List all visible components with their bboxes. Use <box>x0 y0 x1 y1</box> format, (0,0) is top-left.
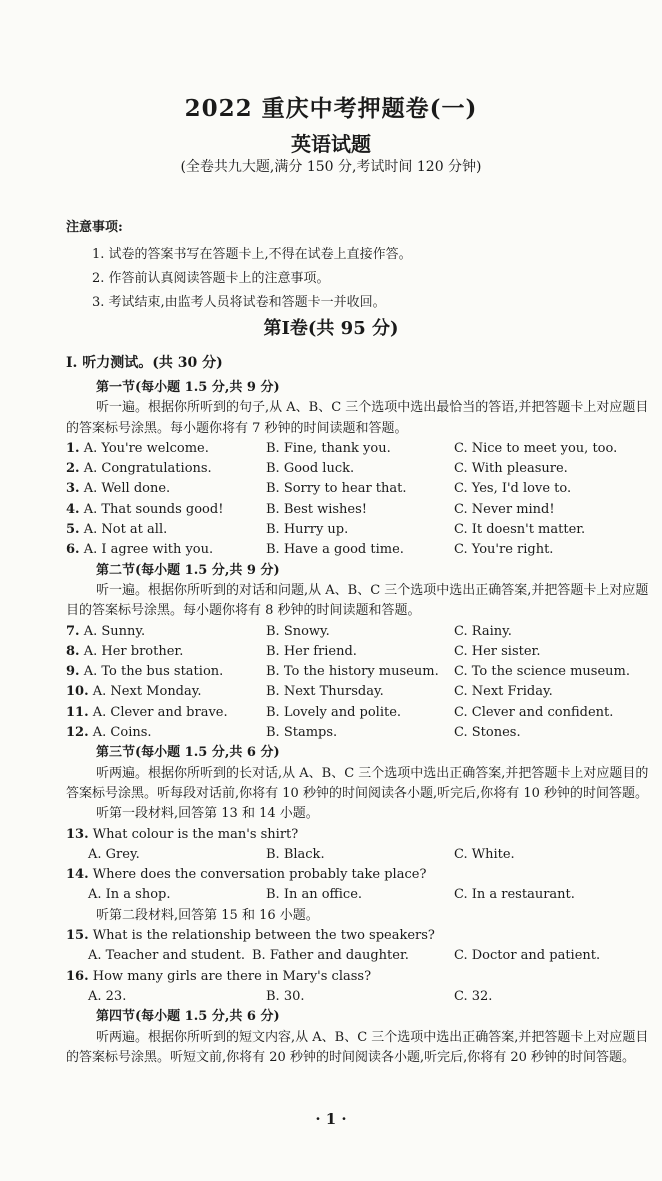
question-row: 1. A. You're welcome. B. Fine, thank you. C. Nice to meet you, too. <box>66 440 618 456</box>
question-row: 11. A. Clever and brave. B. Lovely and polite. C. Clever and confident. <box>66 704 614 720</box>
instructions: 听一遍。根据你所听到的对话和问题,从 A、B、C 三个选项中选出正确答案,并把答题卡上对应题目的答案标号涂黑。每小题你将有 8 秒钟的时间读题和答题。 <box>66 582 649 619</box>
question-row: 5. A. Not at all. B. Hurry up. C. It doesn't matter. <box>66 522 586 538</box>
instructions: 听一遍。根据你所听到的句子,从 A、B、C 三个选项中选出最恰当的答语,并把答题卡上对应题目的答案标号涂黑。每小题你将有 7 秒钟的时间读题和答题。 <box>66 400 649 436</box>
question-row: 12. A. Coins. B. Stamps. C. Stones. <box>66 725 521 741</box>
question-row: 2. A. Congratulations. B. Good luck. C. With pleasure. <box>66 461 568 477</box>
exam-info: (全卷共九大题,满分 150 分,考试时间 120 分钟) <box>180 159 482 175</box>
question-row: A. 23. B. 30. C. 32. <box>88 988 493 1004</box>
exam-title: 2022 重庆中考押题卷(一) <box>184 95 478 122</box>
material-note: 听第二段材料,回答第 15 和 16 小题。 <box>96 907 319 923</box>
question-row: 8. A. Her brother. B. Her friend. C. Her sister. <box>66 643 541 659</box>
question-row: 10. A. Next Monday. B. Next Thursday. C. Next Friday. <box>66 684 553 700</box>
question-row: 4. A. That sounds good! B. Best wishes! C. Never mind! <box>66 501 555 517</box>
question-row: A. Teacher and student. B. Father and daughter. C. Doctor and patient. <box>88 948 601 964</box>
subsection-title: 第四节(每小题 1.5 分,共 6 分) <box>96 1009 280 1025</box>
question-row: A. Grey. B. Black. C. White. <box>88 846 515 862</box>
question-stem: 13. What colour is the man's shirt? <box>66 826 299 842</box>
subsection-title: 第二节(每小题 1.5 分,共 9 分) <box>96 562 280 578</box>
instructions: 听两遍。根据你所听到的短文内容,从 A、B、C 三个选项中选出正确答案,并把答题卡上对应题目的答案标号涂黑。听短文前,你将有 20 秒钟的时间阅读各小题,听完后,你将有 20 秒钟的时间答题。 <box>66 1029 649 1065</box>
notes-title: 注意事项: <box>66 220 123 235</box>
question-row: 7. A. Sunny. B. Snowy. C. Rainy. <box>66 623 512 639</box>
question-row: 9. A. To the bus station. B. To the history museum. C. To the science museum. <box>66 664 630 680</box>
note-item: 2. 作答前认真阅读答题卡上的注意事项。 <box>92 271 330 286</box>
question-stem: 15. What is the relationship between the two speakers? <box>66 928 435 944</box>
section-title: Ⅰ. 听力测试。(共 30 分) <box>66 355 223 371</box>
question-row: 3. A. Well done. B. Sorry to hear that. C. Yes, I'd love to. <box>66 481 572 497</box>
subject-title: 英语试题 <box>291 132 371 156</box>
subsection-title: 第一节(每小题 1.5 分,共 9 分) <box>96 380 280 395</box>
notes-block <box>66 216 412 315</box>
part-title: 第Ⅰ卷(共 95 分) <box>263 318 399 339</box>
instructions: 听两遍。根据你所听到的长对话,从 A、B、C 三个选项中选出正确答案,并把答题卡上对应题目的答案标号涂黑。听每段对话前,你将有 10 秒钟的时间阅读各小题,听完后,你将有 10 秒钟的时间答题。 <box>66 765 649 801</box>
material-note: 听第一段材料,回答第 13 和 14 小题。 <box>96 806 319 822</box>
subsection-title: 第三节(每小题 1.5 分,共 6 分) <box>96 745 280 761</box>
note-item: 1. 试卷的答案书写在答题卡上,不得在试卷上直接作答。 <box>92 247 412 262</box>
question-row: A. In a shop. B. In an office. C. In a restaurant. <box>88 887 575 903</box>
listening-body <box>66 378 650 1068</box>
page-number: · 1 · <box>315 1110 347 1128</box>
note-item: 3. 考试结束,由监考人员将试卷和答题卡一并收回。 <box>92 295 386 310</box>
question-stem: 16. How many girls are there in Mary's class? <box>66 968 372 984</box>
question-stem: 14. Where does the conversation probably take place? <box>66 867 427 883</box>
question-row: 6. A. I agree with you. B. Have a good time. C. You're right. <box>66 542 554 558</box>
